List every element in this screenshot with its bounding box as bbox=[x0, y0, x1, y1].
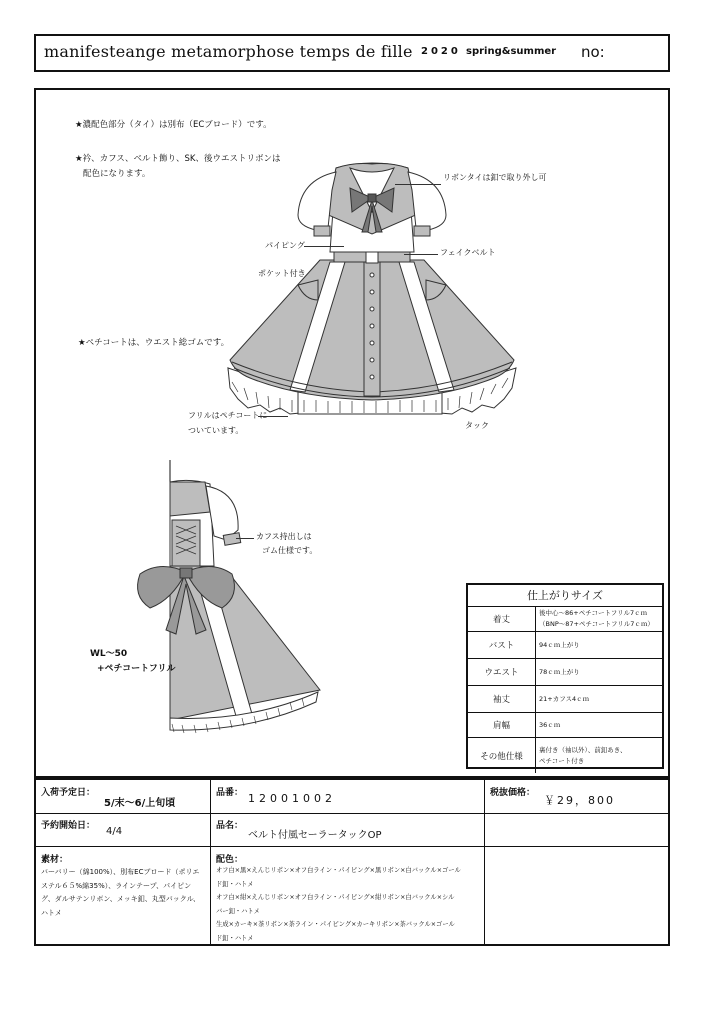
size-row bbox=[468, 607, 662, 632]
front-view-drawing bbox=[228, 163, 516, 414]
size-value: 裏付き（袖以外）、前釦あき、 bbox=[539, 745, 627, 754]
note-petticoat: ★ペチコートは、ウエスト総ゴムです。 bbox=[78, 338, 230, 348]
item-name-label: 品名： bbox=[216, 821, 244, 831]
note-contrast-line1: ★衿、カフス、ベルト飾り、SK、後ウエストリボンは bbox=[75, 154, 281, 164]
size-row bbox=[468, 713, 662, 738]
color-line: ド釦・ハトメ bbox=[216, 880, 254, 888]
material-text bbox=[41, 866, 206, 920]
leader-line bbox=[404, 254, 438, 255]
color-line: オフ白×黒×えんじリボン×オフ白ライン・パイピング×黒リボン×白バックル×ゴール bbox=[216, 867, 461, 874]
size-value: 78ｃｍ上がり bbox=[539, 667, 580, 676]
size-value: 94ｃｍ上がり bbox=[539, 640, 580, 649]
arrival-label: 入荷予定日： bbox=[41, 788, 96, 798]
leader-line bbox=[304, 246, 344, 247]
size-label: ウエスト bbox=[468, 659, 536, 685]
price-value: ￥29，800 bbox=[544, 794, 615, 807]
item-number-value: 12001002 bbox=[248, 792, 336, 805]
material-line: ハトメ bbox=[41, 908, 62, 917]
color-line: バー釦・ハトメ bbox=[216, 907, 260, 915]
material-line: グ、ダルサテンリボン、メッキ釦、丸型バックル、 bbox=[41, 895, 201, 903]
preorder-label: 予約開始日： bbox=[41, 821, 96, 831]
material-label: 素材： bbox=[41, 855, 69, 865]
product-info-grid bbox=[34, 778, 670, 946]
callout-frill-line2: ついています。 bbox=[188, 426, 244, 435]
callout-ribbon-tie: リボンタイは釦で取り外し可 bbox=[443, 173, 547, 182]
material-line: バーバリー（綿100%）、別布ECブロード（ポリエ bbox=[41, 868, 200, 876]
collection-year: 2020 bbox=[421, 46, 461, 57]
callout-cuff-line2: ゴム仕様です。 bbox=[262, 546, 318, 555]
number-label: no: bbox=[581, 43, 605, 61]
item-number-label: 品番： bbox=[216, 788, 244, 798]
color-line: オフ白×紺×えんじリボン×オフ白ライン・パイピング×紺リボン×白バックル×シル bbox=[216, 894, 455, 901]
colors-label: 配色： bbox=[216, 855, 244, 865]
size-row bbox=[468, 659, 662, 686]
brand-title: manifesteange metamorphose temps de fille bbox=[44, 42, 413, 61]
arrival-value: 5/末～6/上旬頃 bbox=[104, 798, 176, 809]
petticoat-frill-label: +ペチコートフリル bbox=[97, 664, 176, 674]
back-view-drawing bbox=[138, 460, 320, 733]
color-line: ド釦・ハトメ bbox=[216, 934, 254, 942]
callout-cuff-line1: カフス持出しは bbox=[256, 532, 312, 541]
callout-piping: パイピング bbox=[265, 241, 305, 250]
collection-season: spring&summer bbox=[466, 46, 557, 57]
colors-text bbox=[216, 864, 482, 945]
color-line: 生成×カーキ×茶リボン×茶ライン・パイピング×カーキリボン×茶バックル×ゴール bbox=[216, 921, 455, 928]
waist-length-label: WL～50 bbox=[90, 649, 128, 659]
note-contrast-line2: 配色になります。 bbox=[83, 169, 151, 179]
size-table-title: 仕上がりサイズ bbox=[468, 585, 662, 607]
callout-frill-line1: フリルはペチコートに bbox=[188, 411, 268, 420]
size-label: 着丈 bbox=[468, 607, 536, 631]
callout-tuck: タック bbox=[465, 421, 489, 430]
callout-fake-belt: フェイクベルト bbox=[440, 248, 496, 257]
leader-line bbox=[236, 538, 254, 539]
size-label: 肩幅 bbox=[468, 713, 536, 737]
size-table bbox=[466, 583, 664, 769]
size-value: 21+カフス4ｃｍ bbox=[539, 694, 590, 703]
preorder-value: 4/4 bbox=[106, 826, 123, 837]
price-label: 税抜価格： bbox=[490, 788, 536, 798]
callout-pocket: ポケット付き bbox=[258, 269, 306, 278]
item-name-value: ベルト付風セーラータックOP bbox=[248, 830, 382, 841]
size-label: 袖丈 bbox=[468, 686, 536, 712]
size-value: 36ｃｍ bbox=[539, 720, 561, 729]
size-row bbox=[468, 686, 662, 713]
size-label: バスト bbox=[468, 632, 536, 658]
leader-line bbox=[395, 184, 441, 185]
material-line: ステル６５%綿35%）、ラインテープ、パイピン bbox=[41, 881, 192, 890]
note-tie-fabric: ★濃配色部分（タイ）は別布（ECブロード）です。 bbox=[75, 120, 272, 130]
size-label: その他仕様 bbox=[468, 738, 536, 773]
size-row bbox=[468, 738, 662, 773]
leader-line bbox=[258, 416, 288, 417]
size-row bbox=[468, 632, 662, 659]
size-value: ペチコート付き bbox=[539, 756, 585, 765]
size-value: 後中心～86+ペチコートフリル7ｃｍ bbox=[539, 609, 648, 617]
size-value: （BNP～87+ペチコートフリル7ｃｍ） bbox=[539, 620, 654, 628]
